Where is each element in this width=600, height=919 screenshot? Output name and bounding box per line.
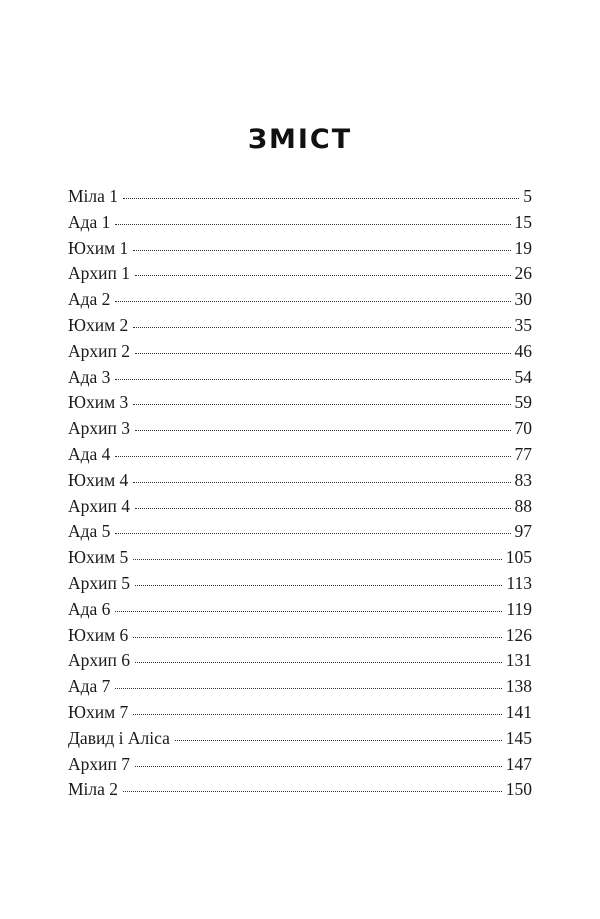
toc-entry-label: Архип 7 (68, 753, 130, 774)
toc-entry (68, 313, 532, 339)
toc-entry (68, 339, 532, 365)
toc-entry (68, 287, 532, 313)
toc-entry-label: Архип 5 (68, 572, 130, 593)
toc-entry-page-number: 105 (505, 547, 532, 568)
toc-entry (68, 365, 532, 391)
toc-entry (68, 416, 532, 442)
toc-entry-label: Міла 2 (68, 779, 119, 800)
toc-entry-page-number: 145 (505, 727, 532, 748)
toc-entry-page-number: 119 (506, 598, 532, 619)
toc-entry-label: Архип 4 (68, 495, 130, 516)
toc-entry-label: Юхим 3 (68, 392, 129, 413)
toc-entry-page-number: 59 (514, 392, 532, 413)
dot-leader (133, 714, 501, 715)
toc-entry-page-number: 88 (514, 495, 532, 516)
dot-leader (135, 585, 502, 586)
dot-leader (133, 559, 501, 560)
dot-leader (133, 250, 510, 251)
dot-leader (115, 224, 510, 225)
dot-leader (133, 404, 510, 405)
dot-leader (175, 740, 502, 741)
toc-entry (68, 442, 532, 468)
toc-entry-page-number: 131 (505, 650, 532, 671)
toc-entry (68, 597, 532, 623)
dot-leader (135, 430, 511, 431)
toc-entry (68, 623, 532, 649)
dot-leader (115, 533, 510, 534)
toc-entry (68, 648, 532, 674)
toc-entry-label: Давид і Аліса (68, 727, 170, 748)
toc-entry-page-number: 46 (514, 340, 532, 361)
toc-entry-label: Ада 2 (68, 289, 111, 310)
toc-entry-page-number: 30 (514, 289, 532, 310)
dot-leader (133, 637, 501, 638)
dot-leader (135, 353, 511, 354)
toc-entry (68, 468, 532, 494)
toc-entry-label: Ада 5 (68, 521, 111, 542)
toc-entry (68, 726, 532, 752)
toc-entry (68, 674, 532, 700)
toc-entry-page-number: 54 (514, 366, 532, 387)
table-of-contents (68, 184, 532, 803)
toc-entry-label: Юхим 2 (68, 314, 129, 335)
toc-entry (68, 777, 532, 803)
toc-entry (68, 210, 532, 236)
toc-entry-label: Ада 3 (68, 366, 111, 387)
toc-entry-label: Ада 6 (68, 598, 111, 619)
toc-entry-label: Міла 1 (68, 186, 119, 206)
toc-entry-page-number: 126 (505, 624, 532, 645)
dot-leader (115, 456, 510, 457)
dot-leader (123, 791, 502, 792)
toc-entry-page-number: 77 (514, 443, 532, 464)
toc-entry-page-number: 15 (514, 211, 532, 232)
dot-leader (135, 508, 511, 509)
toc-entry-label: Архип 1 (68, 263, 130, 284)
toc-entry-page-number: 83 (514, 469, 532, 490)
toc-entry-page-number: 97 (514, 521, 532, 542)
toc-entry-label: Юхим 7 (68, 701, 129, 722)
toc-entry-page-number: 150 (505, 779, 532, 800)
toc-entry (68, 261, 532, 287)
toc-entry (68, 184, 532, 210)
toc-entry-page-number: 138 (505, 676, 532, 697)
toc-entry-label: Ада 7 (68, 676, 111, 697)
dot-leader (115, 379, 510, 380)
toc-entry-page-number: 70 (514, 418, 532, 439)
toc-entry-page-number: 19 (514, 237, 532, 258)
toc-entry (68, 752, 532, 778)
toc-entry (68, 236, 532, 262)
toc-entry (68, 700, 532, 726)
toc-entry-label: Юхим 4 (68, 469, 129, 490)
dot-leader (135, 766, 502, 767)
toc-entry-page-number: 147 (505, 753, 532, 774)
toc-entry-page-number: 26 (514, 263, 532, 284)
toc-entry-page-number: 5 (523, 186, 532, 206)
dot-leader (135, 275, 511, 276)
toc-entry-page-number: 113 (506, 572, 532, 593)
dot-leader (115, 611, 502, 612)
page-title: ЗМІСТ (247, 124, 353, 155)
dot-leader (123, 198, 519, 199)
toc-entry-label: Ада 4 (68, 443, 111, 464)
dot-leader (115, 688, 501, 689)
toc-entry-label: Юхим 5 (68, 547, 129, 568)
toc-entry (68, 519, 532, 545)
dot-leader (133, 327, 510, 328)
toc-entry-label: Архип 2 (68, 340, 130, 361)
toc-entry (68, 571, 532, 597)
toc-entry (68, 494, 532, 520)
toc-entry-label: Ада 1 (68, 211, 111, 232)
toc-entry-label: Архип 6 (68, 650, 130, 671)
dot-leader (115, 301, 510, 302)
dot-leader (133, 482, 510, 483)
toc-entry (68, 545, 532, 571)
toc-entry-page-number: 35 (514, 314, 532, 335)
toc-entry-label: Юхим 1 (68, 237, 129, 258)
toc-entry (68, 390, 532, 416)
dot-leader (135, 662, 502, 663)
toc-entry-page-number: 141 (505, 701, 532, 722)
toc-entry-label: Архип 3 (68, 418, 130, 439)
toc-entry-label: Юхим 6 (68, 624, 129, 645)
